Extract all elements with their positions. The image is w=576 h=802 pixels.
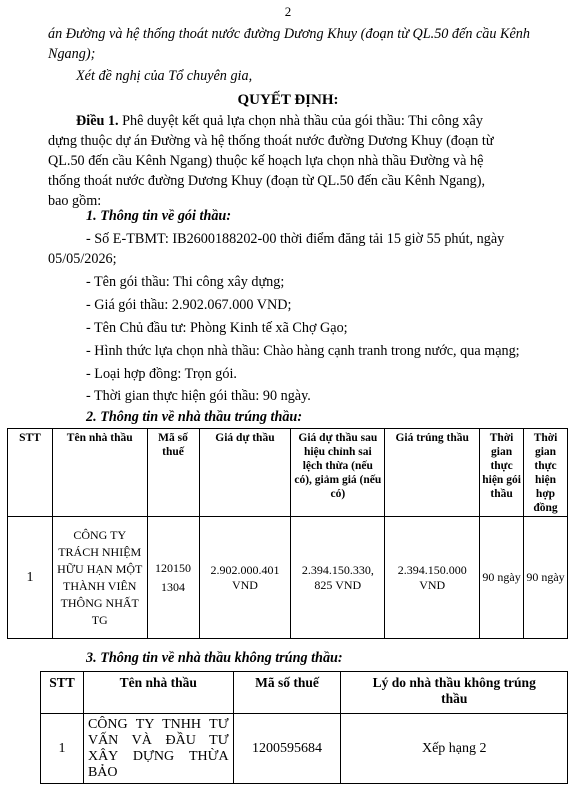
- table-row: [8, 517, 568, 639]
- cell-reason: Xếp hạng 2: [341, 714, 568, 784]
- table-header-row: [41, 672, 568, 714]
- cell-contract-time: 90 ngày: [524, 517, 568, 639]
- cell-adjusted-price: 2.394.150.330, 825 VND: [291, 517, 385, 639]
- tbmt-line-1: - Số E-TBMT: IB2600188202-00 thời điểm đăng tải 15 giờ 55 phút, ngày: [86, 231, 505, 247]
- article1-line-1-text: Phê duyệt kết quả lựa chọn nhà thầu của gói thầu: Thi công xây: [118, 113, 483, 129]
- header-contract-time: Thời gian thực hiện hợp đồng: [524, 429, 568, 517]
- tbmt-line-2: 05/05/2026;: [48, 251, 117, 267]
- article1-line-5: bao gồm:: [48, 193, 102, 209]
- section2-title: 2. Thông tin về nhà thầu trúng thầu:: [86, 409, 303, 425]
- package-duration: - Thời gian thực hiện gói thầu: 90 ngày.: [86, 388, 311, 404]
- package-name: - Tên gói thầu: Thi công xây dựng;: [86, 274, 285, 290]
- header-stt: STT: [8, 429, 53, 517]
- investor-name: - Tên Chủ đầu tư: Phòng Kinh tế xã Chợ Gạo;: [86, 320, 348, 336]
- section1-title: 1. Thông tin về gói thầu:: [86, 208, 232, 224]
- cell-stt: 1: [8, 517, 53, 639]
- intro-line-2: Ngang);: [48, 46, 96, 62]
- cell-bid-price: 2.902.000.401 VND: [199, 517, 291, 639]
- header-winning-price: Giá trúng thầu: [385, 429, 480, 517]
- decision-title: QUYẾT ĐỊNH:: [237, 92, 339, 108]
- selection-method: - Hình thức lựa chọn nhà thầu: Chào hàng cạnh tranh trong nước, qua mạng;: [86, 343, 520, 359]
- contract-type: - Loại hợp đồng: Trọn gói.: [86, 366, 237, 382]
- intro-line-1: án Đường và hệ thống thoát nước đường Dương Khuy (đoạn từ QL.50 đến cầu Kênh: [48, 26, 530, 42]
- section3-title: 3. Thông tin về nhà thầu không trúng thầu:: [86, 650, 343, 666]
- article1-label: Điều 1.: [76, 113, 119, 129]
- cell-package-time: 90 ngày: [480, 517, 524, 639]
- winning-contractor-table: [7, 428, 568, 639]
- header-reason: Lý do nhà thầu không trúng thầu: [341, 672, 568, 714]
- article1-line-1: [76, 111, 483, 131]
- header-adjusted-price: Giá dự thầu sau hiệu chỉnh sai lệch thừa (nếu có), giảm giá (nếu có): [291, 429, 385, 517]
- table-header-row: [8, 429, 568, 517]
- header-stt: STT: [41, 672, 84, 714]
- article1-line-3: QL.50 đến cầu Kênh Ngang) thuộc kế hoạch lựa chọn nhà thầu Đường và hệ: [48, 153, 484, 169]
- cell-tax-code: 1200595684: [233, 714, 341, 784]
- cell-contractor-name: CÔNG TY TNHH TƯ VẤN VÀ ĐẦU TƯ XÂY DỰNG THỪA BẢO: [83, 714, 233, 784]
- cell-contractor-name: CÔNG TY TRÁCH NHIỆM HỮU HẠN MỘT THÀNH VIÊN THÔNG NHẤT TG: [52, 517, 147, 639]
- header-bid-price: Giá dự thầu: [199, 429, 291, 517]
- page-number: 2: [284, 4, 292, 19]
- header-contractor-name: Tên nhà thầu: [83, 672, 233, 714]
- article1-line-2: dựng thuộc dự án Đường và hệ thống thoát nước đường Dương Khuy (đoạn từ: [48, 133, 494, 149]
- cell-tax-code: 120150 1304: [147, 517, 199, 639]
- article1-line-4: thống thoát nước đường Dương Khuy (đoạn từ QL.50 đến cầu Kênh Ngang),: [48, 173, 486, 189]
- header-tax-code: Mã số thuế: [147, 429, 199, 517]
- cell-stt: 1: [41, 714, 84, 784]
- header-contractor-name: Tên nhà thầu: [52, 429, 147, 517]
- package-price: - Giá gói thầu: 2.902.067.000 VND;: [86, 297, 292, 313]
- intro-line-3: Xét đề nghị của Tổ chuyên gia,: [76, 68, 253, 84]
- cell-winning-price: 2.394.150.000 VND: [385, 517, 480, 639]
- table-row: [41, 714, 568, 784]
- header-package-time: Thời gian thực hiện gói thầu: [480, 429, 524, 517]
- header-tax-code: Mã số thuế: [233, 672, 341, 714]
- losing-contractor-table: [40, 671, 568, 784]
